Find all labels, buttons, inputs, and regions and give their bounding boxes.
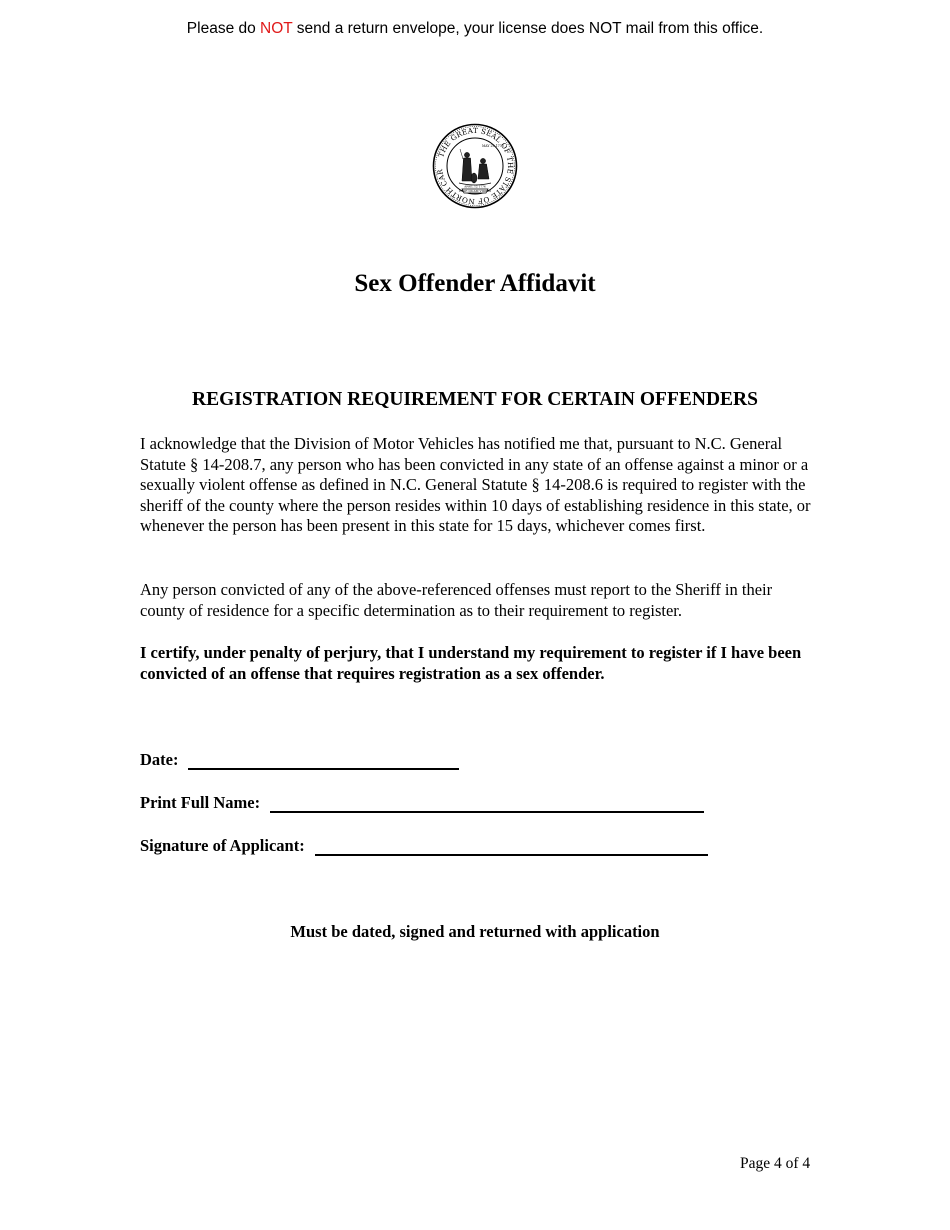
acknowledgement-paragraph: I acknowledge that the Division of Motor Vehicles has notified me that, pursuant to N.C. General Statute § 14-208.7, any person who has been convicted in any state of an offense against a minor or a sexually violent offense as defined in N.C. General Statute § 14-208.6 is required to register with the sheriff of the county where the person resides within 10 days of establishing residence in this state, or whenever the person has been present in this state for 15 days, whichever comes first. — [140, 434, 811, 535]
seal-ribbon-date: APRIL 12 1776 — [464, 184, 486, 189]
notice-text-after: send a return envelope, your license does NOT mail from this office. — [292, 20, 764, 37]
nc-state-seal-icon — [432, 123, 518, 209]
signature-label: Signature of Applicant: — [140, 836, 305, 855]
page-number: Page 4 of 4 — [740, 1155, 811, 1172]
return-instruction: Must be dated, signed and returned with application — [290, 922, 660, 941]
date-input-line[interactable] — [188, 752, 459, 770]
full-name-field — [140, 793, 704, 813]
notice-text-before: Please do — [186, 20, 261, 37]
date-field — [140, 750, 459, 770]
full-name-label: Print Full Name: — [140, 793, 261, 812]
notice-emphasis: NOT — [260, 20, 293, 37]
signature-field — [140, 836, 708, 856]
certification-paragraph: I certify, under penalty of perjury, that I understand my requirement to register if I have been convicted of an offense that requires registration as a sex offender. — [140, 643, 802, 683]
signature-input-line[interactable] — [315, 838, 708, 856]
return-envelope-notice — [0, 20, 950, 38]
seal-ring-text: THE GREAT SEAL OF THE STATE OF NORTH CAR — [435, 125, 516, 207]
seal-date-text: MAY 20 1775 — [482, 144, 504, 148]
report-paragraph: Any person convicted of any of the above-referenced offenses must report to the Sheriff in their county of residence for a specific determination as to their requirement to register. — [140, 580, 773, 620]
section-heading: REGISTRATION REQUIREMENT FOR CERTAIN OFFENDERS — [192, 389, 758, 410]
page-title: Sex Offender Affidavit — [354, 270, 596, 297]
full-name-input-line[interactable] — [270, 795, 704, 813]
seal-motto: ESSE QUAM VIDERI — [459, 189, 491, 193]
date-label: Date: — [140, 750, 179, 769]
